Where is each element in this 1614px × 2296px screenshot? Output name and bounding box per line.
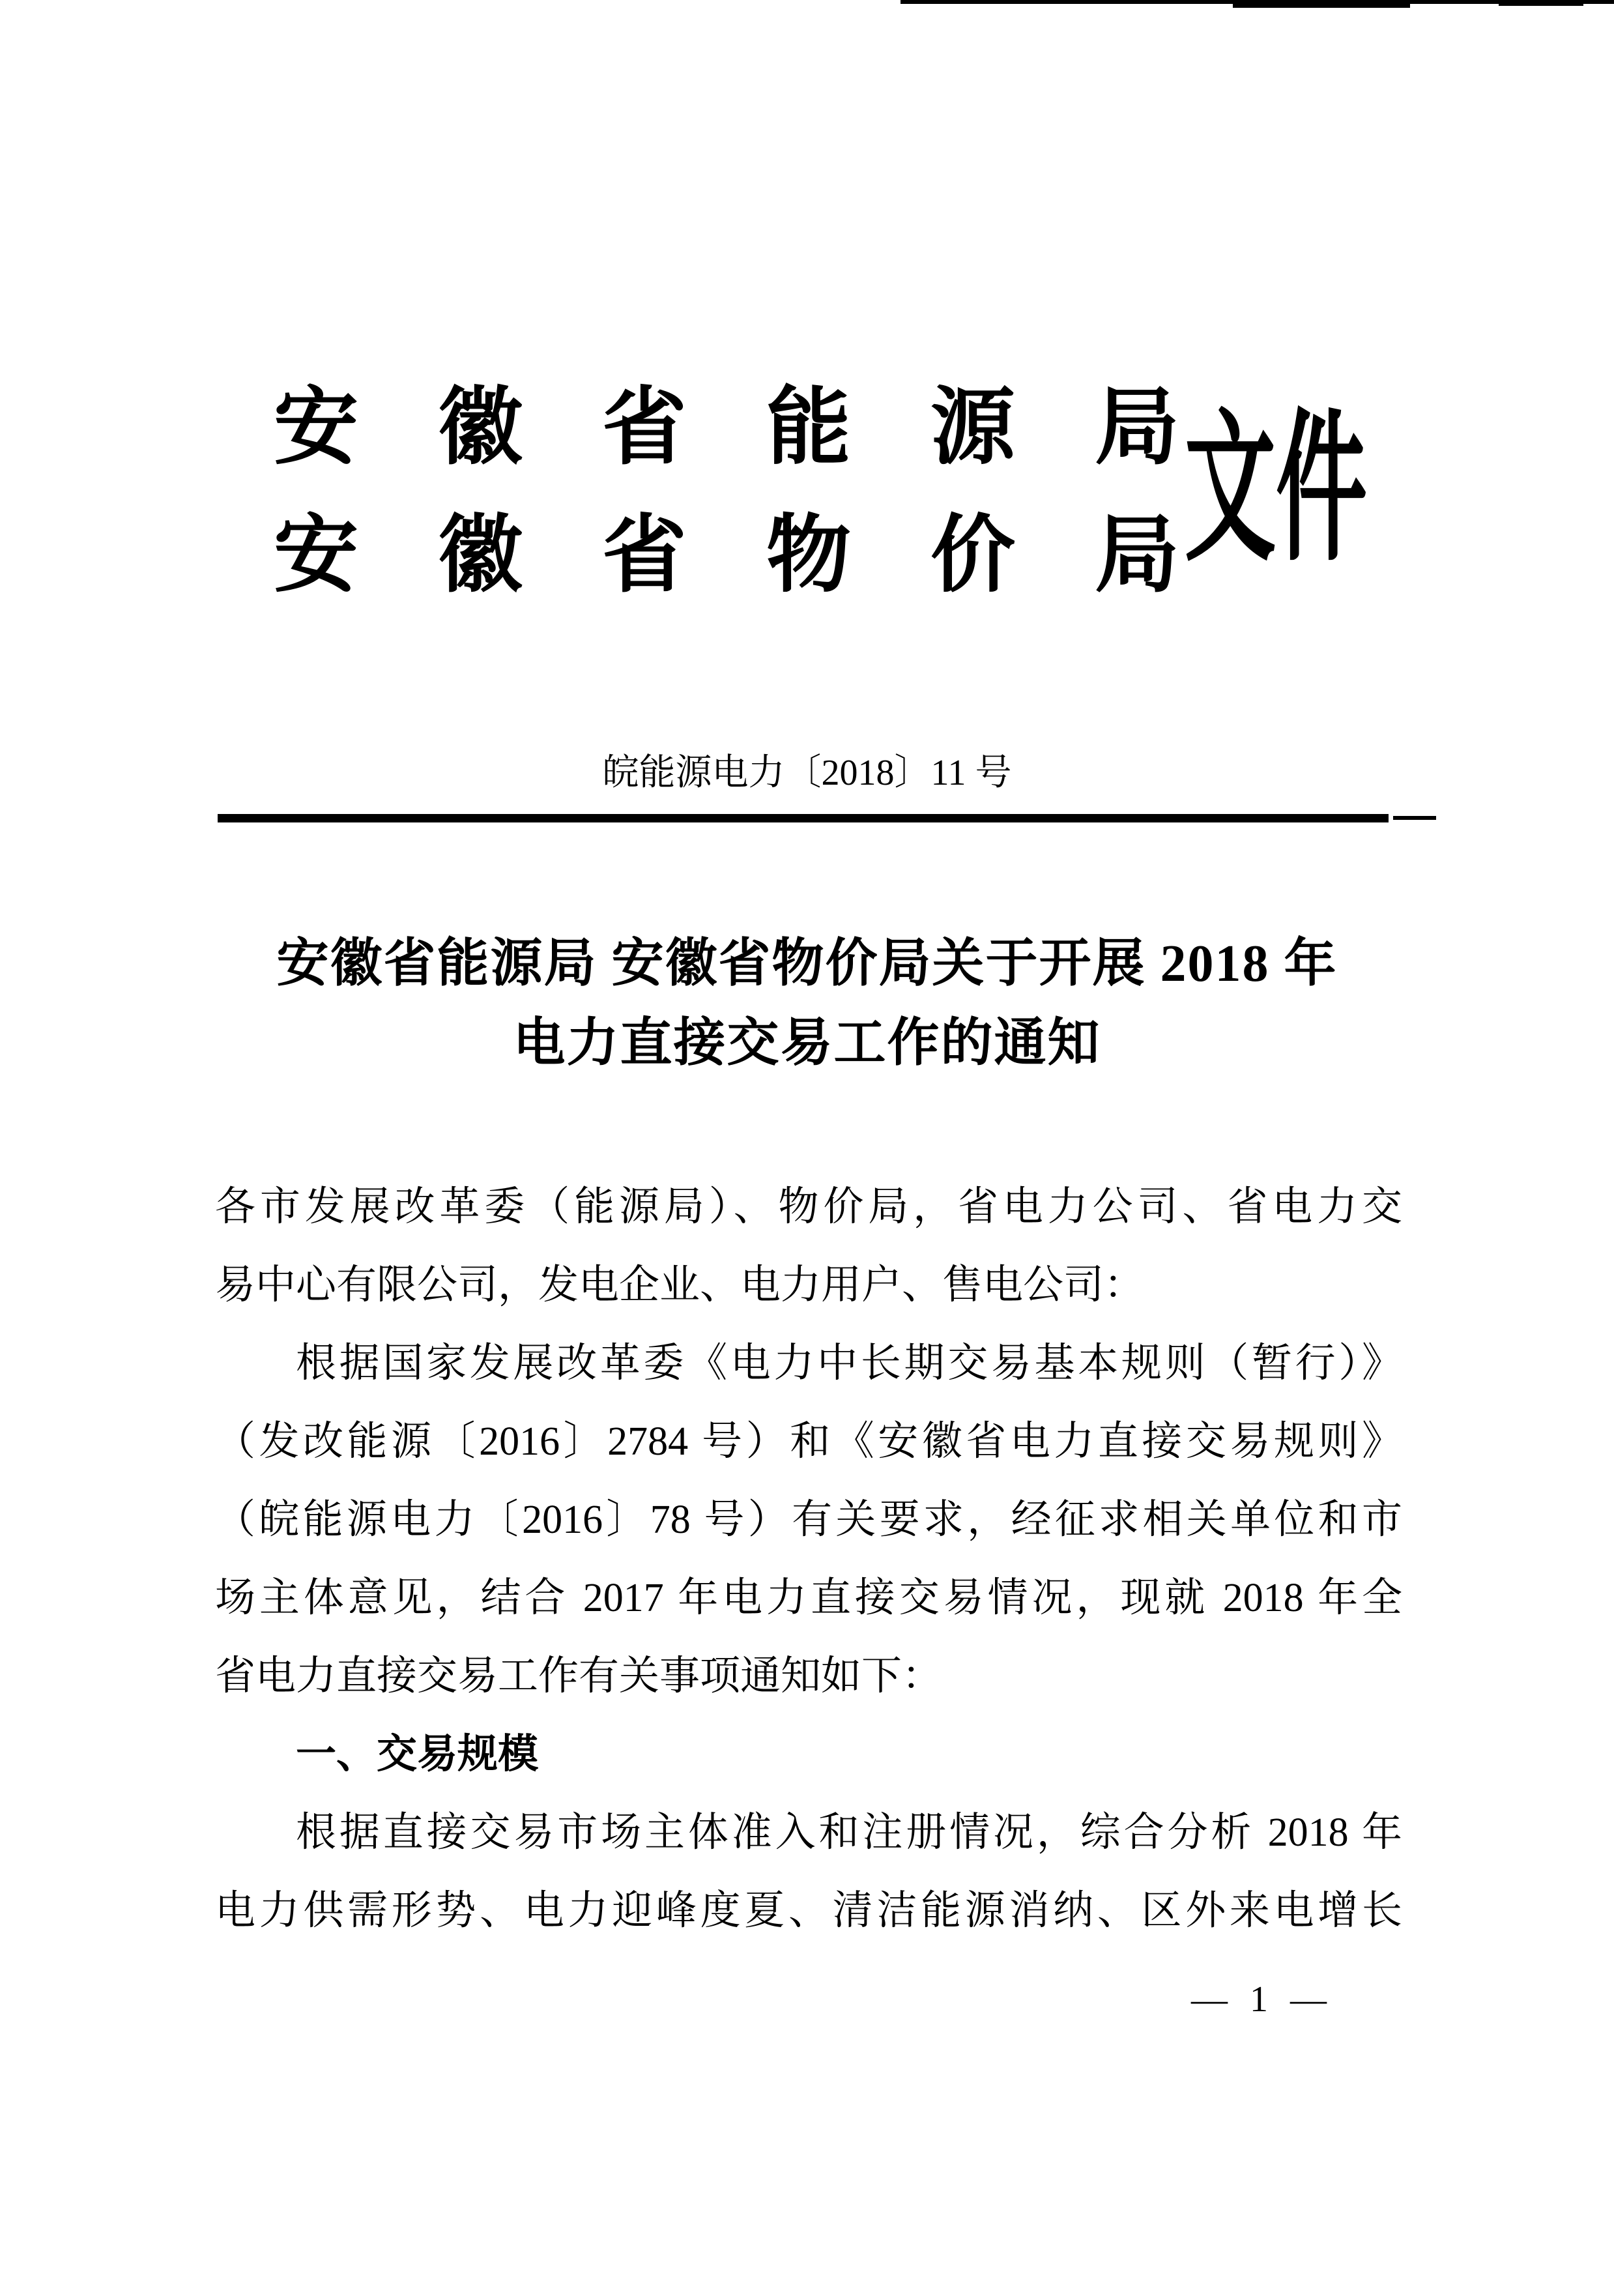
body-line-paragraph: 场主体意见，结合 2017 年电力直接交易情况，现就 2018 年全 bbox=[215, 1576, 1402, 1620]
page-number: — 1 — bbox=[1191, 1979, 1333, 2020]
body-line-paragraph: 电力供需形势、电力迎峰度夏、清洁能源消纳、区外来电增长 bbox=[215, 1889, 1402, 1933]
document-number: 皖能源电力〔2018〕11 号 bbox=[602, 753, 1012, 793]
body-line-paragraph-end: 省电力直接交易工作有关事项通知如下： bbox=[215, 1654, 943, 1698]
body-line-paragraph: （皖能源电力〔2016〕78 号）有关要求，经征求相关单位和市 bbox=[215, 1498, 1402, 1542]
body-line-paragraph: 根据国家发展改革委《电力中长期交易基本规则（暂行）》 bbox=[296, 1341, 1402, 1386]
document-title bbox=[0, 924, 1614, 1083]
scan-artifact bbox=[1393, 816, 1436, 820]
body-line-salutation-end: 易中心有限公司，发电企业、电力用户、售电公司： bbox=[215, 1263, 1145, 1307]
document-body bbox=[215, 1168, 1402, 1950]
document-title-line1: 安徽省能源局 安徽省物价局关于开展 2018 年 bbox=[276, 935, 1338, 993]
section-heading-trade-scale: 一、交易规模 bbox=[296, 1732, 539, 1777]
scan-artifact bbox=[1499, 1, 1583, 6]
body-line-paragraph: （发改能源〔2016〕2784 号）和《安徽省电力直接交易规则》 bbox=[215, 1419, 1402, 1464]
agency-name-line1: 安徽省能源局 bbox=[274, 381, 1260, 475]
scan-artifact bbox=[1233, 0, 1410, 8]
body-line-paragraph: 根据直接交易市场主体准入和注册情况，综合分析 2018 年 bbox=[296, 1810, 1402, 1855]
body-line-salutation: 各市发展改革委（能源局）、物价局，省电力公司、省电力交 bbox=[215, 1185, 1402, 1229]
agency-name-line2: 安徽省物价局 bbox=[274, 509, 1260, 603]
header-divider-rule bbox=[218, 814, 1389, 822]
document-title-line2: 电力直接交易工作的通知 bbox=[513, 1015, 1101, 1072]
document-type-label: 文件 bbox=[1185, 400, 1367, 581]
